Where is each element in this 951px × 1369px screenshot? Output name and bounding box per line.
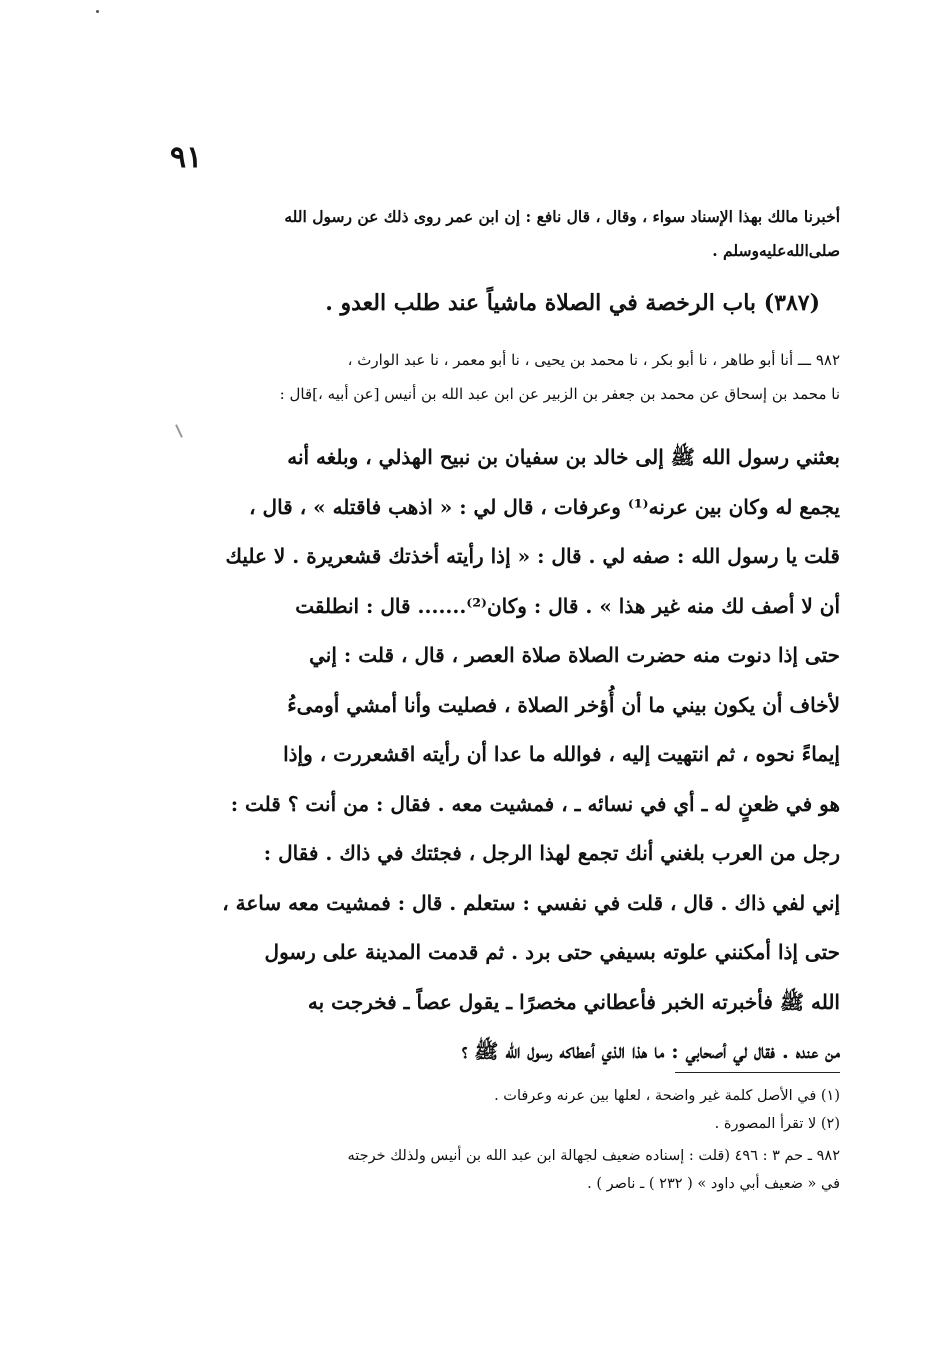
isnad-line: ٩٨٢ ـــ أنا أبو طاهر ، نا أبو بكر ، نا محمد بن يحيى ، نا أبو معمر ، نا عبد الوارث ، [347,351,840,369]
body-line: إيماءً نحوه ، ثم انتهيت إليه ، فوالله ما عدا أن رأيته اقشعررت ، وإذا [283,742,840,766]
body-line: أن لا أصف لك منه غير هذا » . قال : وكان⁽²⁾....... قال : انطلقت [295,593,840,618]
source-note-line: ٩٨٢ ـ حم ٣ : ٤٩٦ (قلت : إسناده ضعيف لجهالة ابن عبد الله بن أنيس ولذلك خرجته [347,1148,840,1164]
body-line: قلت يا رسول الله : صفه لي . قال : « إذا رأيته أخذتك قشعريرة . لا عليك [225,544,840,568]
isnad-line: نا محمد بن إسحاق عن محمد بن جعفر بن الزبير عن ابن عبد الله بن أنيس [عن أبيه ،]قال : [279,385,840,403]
body-line: هو في ظعنٍ له ـ أي في نسائه ـ ، فمشيت معه . فقال : من أنت ؟ قلت : [230,791,840,816]
scan-speck [96,10,99,13]
body-line: إني لفي ذاك . قال ، قلت في نفسي : ستعلم . قال : فمشيت معه ساعة ، [222,890,840,915]
body-line: رجل من العرب بلغني أنك تجمع لهذا الرجل ، فجئتك في ذاك . فقال : [263,841,840,865]
footnote: (١) في الأصل كلمة غير واضحة ، لعلها بين عرنه وعرفات . [494,1088,840,1104]
body-line: من عنده . فقال لي أصحابي : ما هذا الذي أعطاكه رسول الله ﷺ ؟ [461,1039,840,1063]
intro-line: صلى‌الله‌عليه‌وسلم . [712,241,840,260]
body-line: بعثني رسول الله ﷺ إلى خالد بن سفيان بن نبيح الهذلي ، وبلغه أنه [287,445,840,469]
footnote-separator [675,1072,840,1073]
footnote: (٢) لا تقرأ المصورة . [714,1116,840,1132]
source-note-line: في « ضعيف أبي داود » ( ٢٣٢ ) ـ ناصر ) . [587,1176,840,1192]
intro-paragraph [170,200,840,268]
footnotes [170,1082,840,1198]
isnad-paragraph [170,343,840,411]
chapter-heading: (٣٨٧) باب الرخصة في الصلاة ماشياً عند طلب العدو . [325,290,820,316]
body-line: حتى إذا دنوت منه حضرت الصلاة صلاة العصر ، قال ، قلت : إني [309,643,840,667]
body-line: الله ﷺ فأخبرته الخبر فأعطاني مخصرًا ـ يقول عصاً ـ فخرجت به [307,989,840,1014]
body-line: يجمع له وكان بين عرنه⁽¹⁾ وعرفات ، قال لي : « اذهب فاقتله » ، قال ، [249,494,840,519]
body-line: لأخاف أن يكون بيني ما أن أُؤخر الصلاة ، فصليت وأنا أمشي أومىءُ [287,692,840,717]
hadith-text [170,433,840,1077]
body-line: حتى إذا أمكنني علوته بسيفي حتى برد . ثم قدمت المدينة على رسول [264,940,840,964]
page-number: ٩١ [170,140,203,175]
intro-line: أخبرنا مالك بهذا الإسناد سواء ، وقال ، قال نافع : إن ابن عمر روى ذلك عن رسول الله [284,207,840,226]
